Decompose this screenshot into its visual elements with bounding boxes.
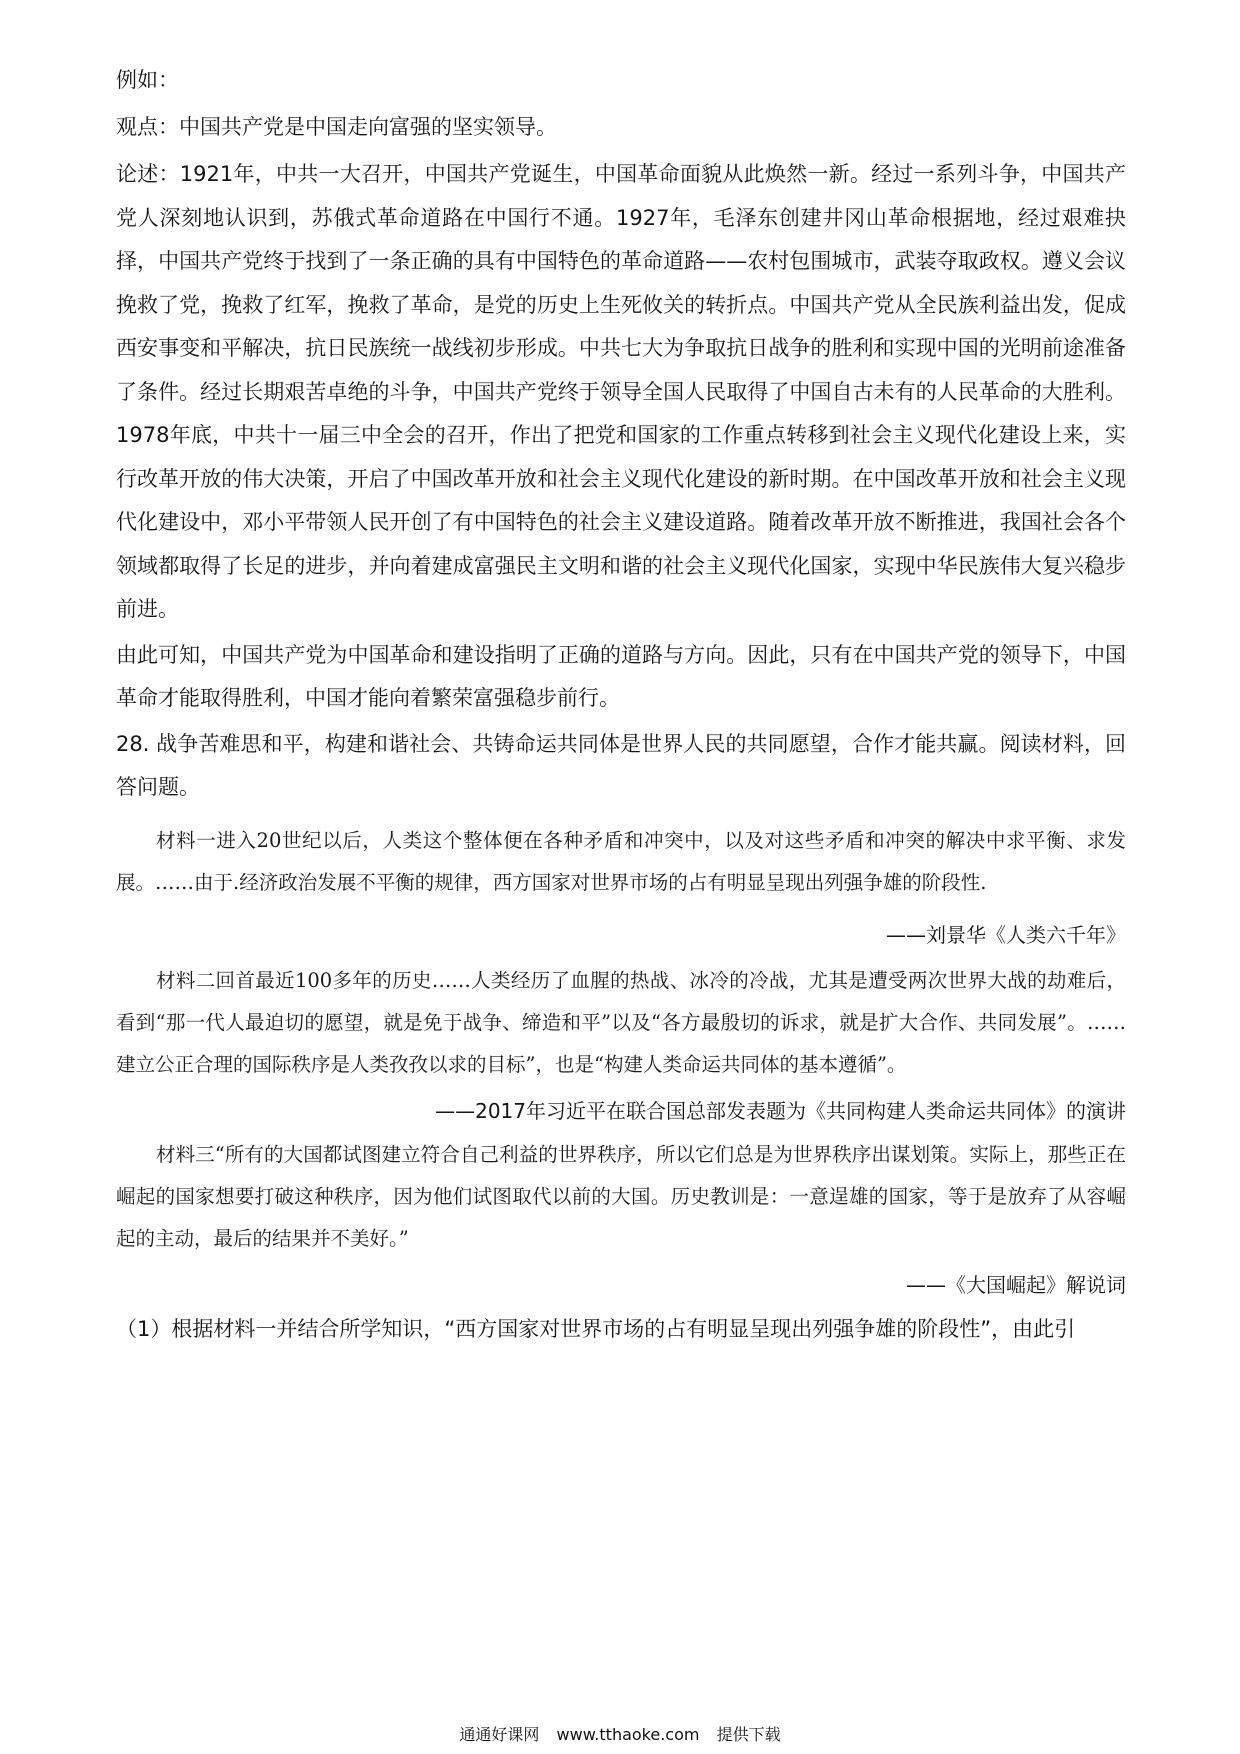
material-1: 材料一进入20世纪以后，人类这个整体便在各种矛盾和冲突中，以及对这些矛盾和冲突的解决中求平衡、求发展。……由于.经济政治发展不平衡的规律，西方国家对世界市场的占有明显呈现出列强争雄的阶段性. [116,828,1126,894]
footer-note: 提供下载 [716,1725,781,1744]
argument-paragraph: 论述：1921年，中共一大召开，中国共产党诞生，中国革命面貌从此焕然一新。经过一系列斗争，中国共产党人深刻地认识到，苏俄式革命道路在中国行不通。1927年，毛泽东创建井冈山革命根据地，经过艰难抉择，中国共产党终于找到了一条正确的具有中国特色的革命道路——农村包围城市，武装夺取政权。遵义会议挽救了党，挽救了红军，挽救了革命，是党的历史上生死攸关的转折点。中国共产党从全民族利益出发，促成西安事变和平解决，抗日民族统一战线初步形成。中共七大为争取抗日战争的胜利和实现中国的光明前途准备了条件。经过长期艰苦卓绝的斗争，中国共产党终于领导全国人民取得了中国自古未有的人民革命的大胜利。1978年底，中共十一届三中全会的召开，作出了把党和国家的工作重点转移到社会主义现代化建设上来，实行改革开放的伟大决策，开启了中国改革开放和社会主义现代化建设的新时期。在中国改革开放和社会主义现代化建设中，邓小平带领人民开创了有中国特色的社会主义建设道路。随着改革开放不断推进，我国社会各个领域都取得了长足的进步，并向着建成富强民主文明和谐的社会主义现代化国家，实现中华民族伟大复兴稳步前进。 [116,162,1126,621]
material-3-source: ——《大国崛起》解说词 [906,1272,1126,1297]
footer-site-name: 通通好课网 [459,1725,540,1744]
example-label: 例如： [116,68,179,92]
question-28: 28. 战争苦难思和平，构建和谐社会、共铸命运共同体是世界人民的共同愿望，合作才能共赢。阅读材料，回答问题。 [116,731,1126,799]
material-2-source: ——2017年习近平在联合国总部发表题为《共同构建人类命运共同体》的演讲 [435,1098,1126,1123]
material-1-source: ——刘景华《人类六千年》 [886,922,1126,947]
page-content [116,32,1126,1351]
material-3: 材料三“所有的大国都试图建立符合自己利益的世界秩序，所以它们总是为世界秩序出谋划策。实际上，那些正在崛起的国家想要打破这种秩序，因为他们试图取代以前的大国。历史教训是：一意逞雄的国家，等于是放弃了从容崛起的主动，最后的结果并不美好。” [116,1142,1126,1250]
conclusion-paragraph: 由此可知，中国共产党为中国革命和建设指明了正确的道路与方向。因此，只有在中国共产党的领导下，中国革命才能取得胜利，中国才能向着繁荣富强稳步前行。 [116,642,1126,710]
viewpoint-line: 观点：中国共产党是中国走向富强的坚实领导。 [116,115,557,139]
page-footer [0,1722,1240,1745]
footer-url-link[interactable]: www.tthaoke.com [556,1725,700,1744]
material-2: 材料二回首最近100多年的历史……人类经历了血腥的热战、冰冷的冷战，尤其是遭受两次世界大战的劫难后，看到“那一代人最迫切的愿望，就是免于战争、缔造和平”以及“各方最殷切的诉求，就是扩大合作、共同发展”。……建立公正合理的国际秩序是人类孜孜以求的目标”，也是“构建人类命运共同体的基本遵循”。 [116,968,1126,1076]
sub-question-1: （1）根据材料一并结合所学知识，“西方国家对世界市场的占有明显呈现出列强争雄的阶段性”，由此引 [116,1316,1076,1341]
